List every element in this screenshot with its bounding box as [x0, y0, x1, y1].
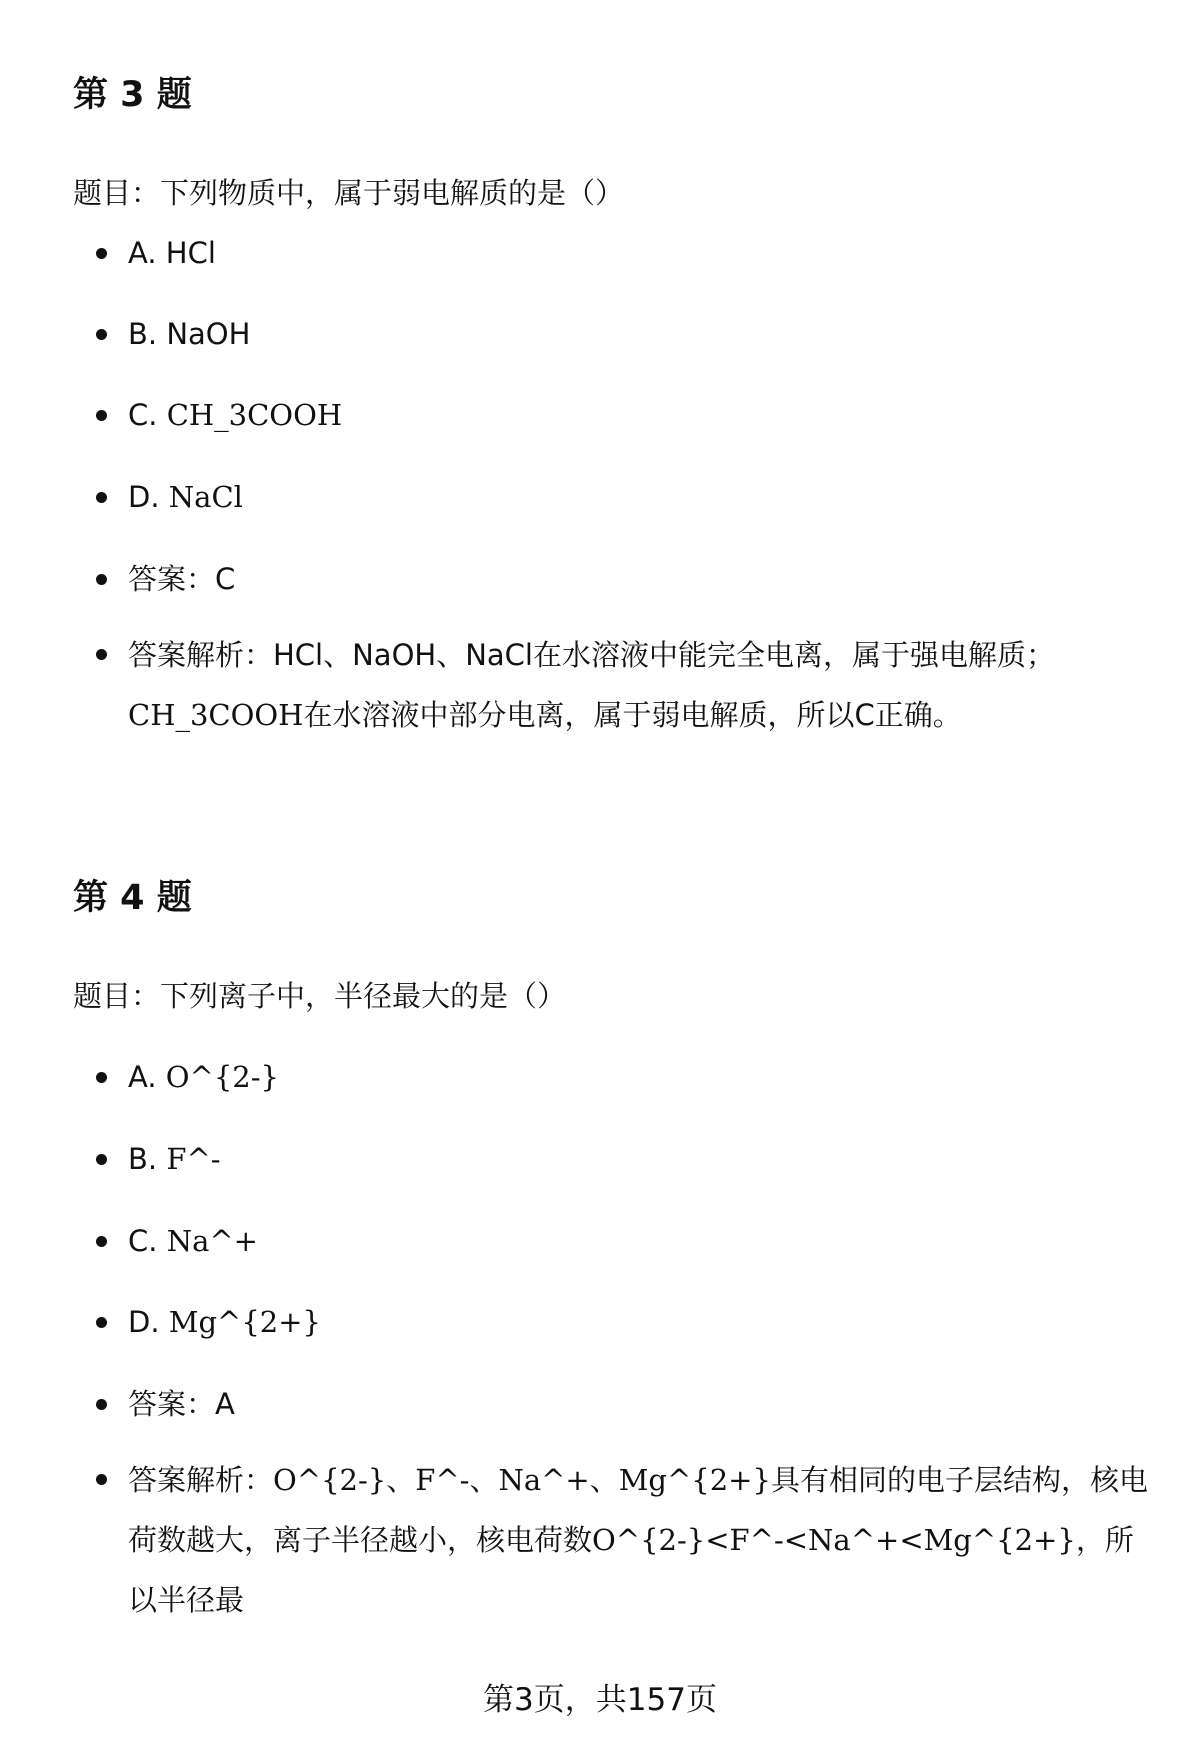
question-3-option-a: A. HCl [128, 233, 1138, 273]
question-3-answer: 答案：C [128, 559, 1138, 599]
question-4-title: 第 4 题 [73, 878, 192, 918]
question-3-option-c: C. CH_3COOH [128, 395, 1138, 435]
question-4-option-d: D. Mg^{2+} [128, 1302, 1138, 1342]
question-3-option-b: B. NaOH [128, 314, 1138, 354]
bullet-icon [96, 1154, 107, 1165]
question-4-option-b: B. F^- [128, 1139, 1138, 1179]
question-3-option-d: D. NaCl [128, 477, 1138, 517]
bullet-icon [96, 1474, 107, 1485]
bullet-icon [96, 329, 107, 340]
bullet-icon [96, 1072, 107, 1083]
question-3-title: 第 3 题 [73, 75, 192, 115]
bullet-icon [96, 1236, 107, 1247]
bullet-icon [96, 1317, 107, 1328]
question-4-option-c: C. Na^+ [128, 1221, 1138, 1261]
page-footer: 第3页，共157页 [483, 1682, 717, 1718]
bullet-icon [96, 1399, 107, 1410]
question-3-stem: 题目：下列物质中，属于弱电解质的是（） [73, 176, 625, 210]
bullet-icon [96, 248, 107, 259]
bullet-icon [96, 574, 107, 585]
question-4-stem: 题目：下列离子中，半径最大的是（） [73, 979, 567, 1013]
bullet-icon [96, 649, 107, 660]
bullet-icon [96, 492, 107, 503]
question-4-explanation: 答案解析：O^{2-}、F^-、Na^+、Mg^{2+}具有相同的电子层结构，核电荷数越大，离子半径越小，核电荷数O^{2-}<F^-<Na^+<Mg^{2+}，所以半径最 [128, 1450, 1158, 1630]
question-3-explanation: 答案解析：HCl、NaOH、NaCl在水溶液中能完全电离，属于强电解质；CH_3COOH在水溶液中部分电离，属于弱电解质，所以C正确。 [128, 625, 1088, 745]
question-4-option-a: A. O^{2-} [128, 1057, 1138, 1097]
bullet-icon [96, 410, 107, 421]
question-4-answer: 答案：A [128, 1384, 1138, 1424]
